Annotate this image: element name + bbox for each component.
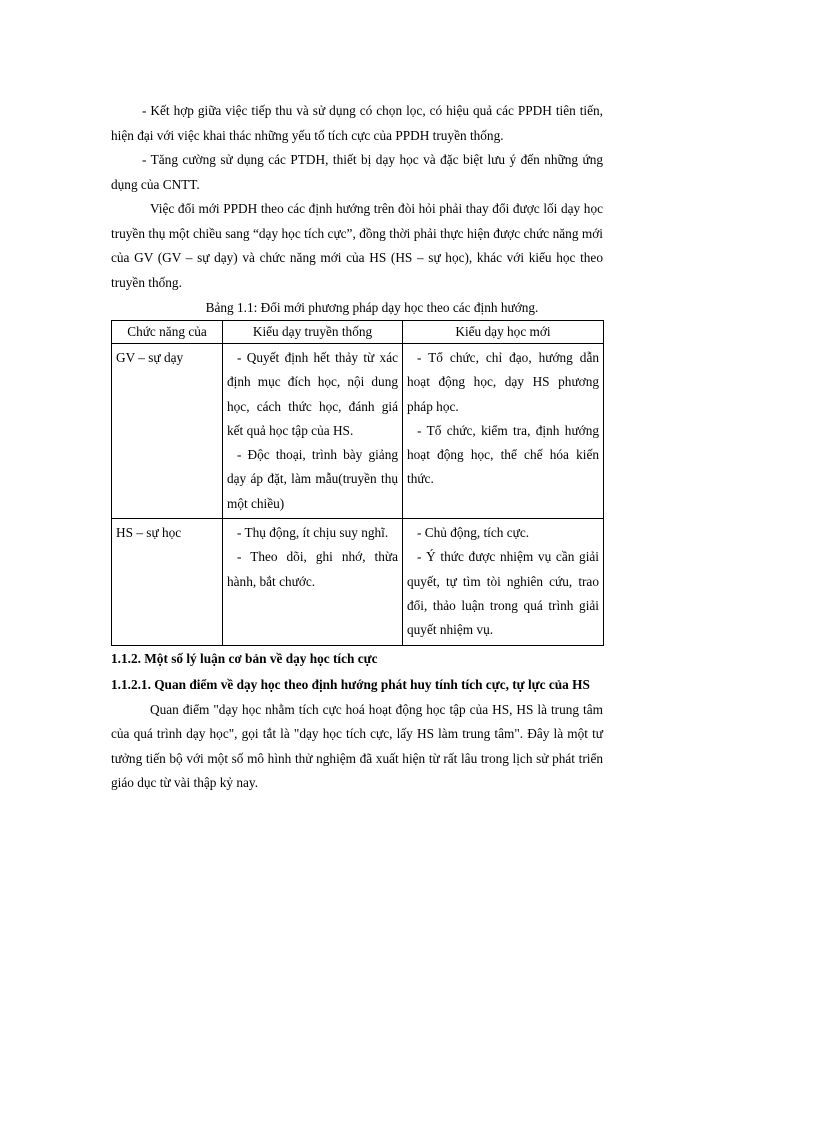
section-heading-1-1-2: 1.1.2. Một số lý luận cơ bản về dạy học tích cực [111, 650, 378, 666]
new-cell [403, 519, 604, 645]
section-heading-1-1-2-1: 1.1.2.1. Quan điểm về dạy học theo định hướng phát huy tính tích cực, tự lực của HS [111, 676, 590, 692]
cell-bullet: - Tổ chức, chỉ đạo, hướng dẫn hoạt động học, dạy HS phương pháp học. [407, 350, 599, 414]
traditional-cell [223, 344, 403, 519]
role-cell: GV – sự dạy [112, 344, 223, 519]
final-paragraph: Quan điểm "dạy học nhằm tích cực hoá hoạt động học tập của HS, HS là trung tâm của quá trình dạy học", gọi tắt là "dạy học tích cực, lấy HS làm trung tâm". Đây là một tư tưởng tiến bộ với một số mô hình thử nghiệm đã xuất hiện từ rất lâu trong lịch sử phát triển giáo dục từ vài thập kỷ nay. [111, 701, 603, 791]
cell-bullet: - Tổ chức, kiểm tra, định hướng hoạt động học, thể chế hóa kiến thức. [407, 422, 599, 487]
intro-paragraph-1: - Kết hợp giữa việc tiếp thu và sử dụng có chọn lọc, có hiệu quả các PPDH tiên tiến, hiện đại với việc khai thác những yếu tố tích cực của PPDH truyền thống. [111, 103, 603, 143]
cell-bullet: - Chủ động, tích cực. [417, 525, 530, 541]
table-header-row [112, 321, 604, 344]
comparison-table [111, 320, 604, 646]
cell-bullet: - Độc thoại, trình bày giảng dạy áp đặt, làm mẫu(truyền thụ một chiều) [227, 447, 398, 511]
cell-bullet: - Quyết định hết thảy từ xác định mục đích học, nội dung học, cách thức học, đánh giá kết quả học tập của HS. [227, 350, 398, 438]
traditional-cell [223, 519, 403, 645]
table-row [112, 519, 604, 645]
cell-bullet: - Theo dõi, ghi nhớ, thừa hành, bắt chước. [227, 549, 398, 589]
role-cell: HS – sự học [112, 519, 223, 645]
intro-paragraph-2: - Tăng cường sử dụng các PTDH, thiết bị dạy học và đặc biệt lưu ý đến những ứng dụng của CNTT. [111, 152, 603, 192]
new-cell [403, 344, 604, 519]
header-new: Kiểu dạy học mới [403, 321, 604, 344]
table-caption: Bảng 1.1: Đổi mới phương pháp dạy học theo các định hướng. [205, 300, 539, 315]
header-traditional: Kiểu dạy truyền thống [223, 321, 403, 344]
header-role: Chức năng của [112, 321, 223, 344]
table-row [112, 344, 604, 519]
intro-paragraph-3: Việc đổi mới PPDH theo các định hướng trên đòi hỏi phải thay đổi được lối dạy học truyền thụ một chiều sang “dạy học tích cực”, đồng thời phải thực hiện được chức năng mới của GV (GV – sự dạy) và chức năng mới của HS (HS – sự học), khác với kiểu học theo truyền thống. [111, 201, 603, 290]
cell-bullet: - Ý thức được nhiệm vụ cần giải quyết, tự tìm tòi nghiên cứu, trao đổi, thảo luận trong quá trình giải quyết nhiệm vụ. [407, 549, 599, 638]
document-page [111, 99, 603, 796]
cell-bullet: - Thụ động, ít chịu suy nghĩ. [237, 525, 389, 541]
